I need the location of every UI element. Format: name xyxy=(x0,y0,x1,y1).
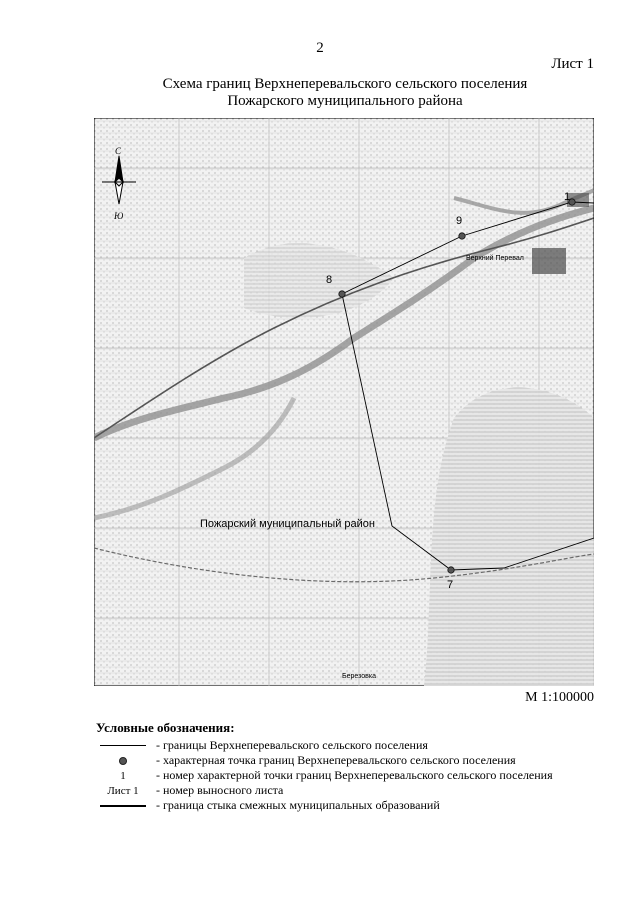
boundary-point-8 xyxy=(339,291,345,297)
legend-text: - номер характерной точки границ Верхнеперевальского сельского поселения xyxy=(156,768,553,782)
point-dot-icon xyxy=(119,757,127,765)
thin-line-icon xyxy=(100,745,146,746)
boundary-point-7 xyxy=(448,567,454,573)
title-line-2: Пожарского муниципального района xyxy=(227,93,463,109)
sheet-label: Лист 1 xyxy=(551,56,594,72)
hill-area xyxy=(424,388,594,686)
boundary-point-9 xyxy=(459,233,465,239)
legend-text: - граница стыка смежных муниципальных образований xyxy=(156,798,440,812)
settlement-block xyxy=(532,248,566,274)
legend-text: - границы Верхнеперевальского сельского поселения xyxy=(156,738,428,752)
legend-heading: Условные обозначения: xyxy=(96,720,235,735)
legend-item-point xyxy=(96,753,553,768)
legend xyxy=(96,720,553,813)
compass-north-label: С xyxy=(115,146,122,156)
district-label: Пожарский муниципальный район xyxy=(200,518,375,530)
point-label-7: 7 xyxy=(447,579,454,591)
topographic-map xyxy=(94,118,594,686)
page-number: 2 xyxy=(316,40,324,56)
point-label-1: 1 xyxy=(564,191,571,203)
title-line-1: Схема границ Верхнеперевальского сельского поселения xyxy=(162,76,528,92)
place-label-verkhny-pereval: Верхний Перевал xyxy=(466,255,524,262)
legend-symbol-number: 1 xyxy=(120,769,126,782)
scale-label: М 1:100000 xyxy=(525,690,594,705)
compass-south-label: Ю xyxy=(114,211,124,221)
point-label-8: 8 xyxy=(326,274,333,286)
legend-symbol-sheet: Лист 1 xyxy=(107,784,139,797)
legend-item-sheet xyxy=(96,783,553,798)
legend-item-point-number xyxy=(96,768,553,783)
point-label-9: 9 xyxy=(456,215,463,227)
legend-text: - характерная точка границ Верхнеперевальского сельского поселения xyxy=(156,753,516,767)
legend-text: - номер выносного листа xyxy=(156,783,284,797)
place-label-berezovka: Березовка xyxy=(342,673,376,680)
legend-item-boundary xyxy=(96,738,553,753)
legend-item-junction xyxy=(96,798,553,813)
map-title xyxy=(0,76,640,110)
thick-line-icon xyxy=(100,805,146,807)
